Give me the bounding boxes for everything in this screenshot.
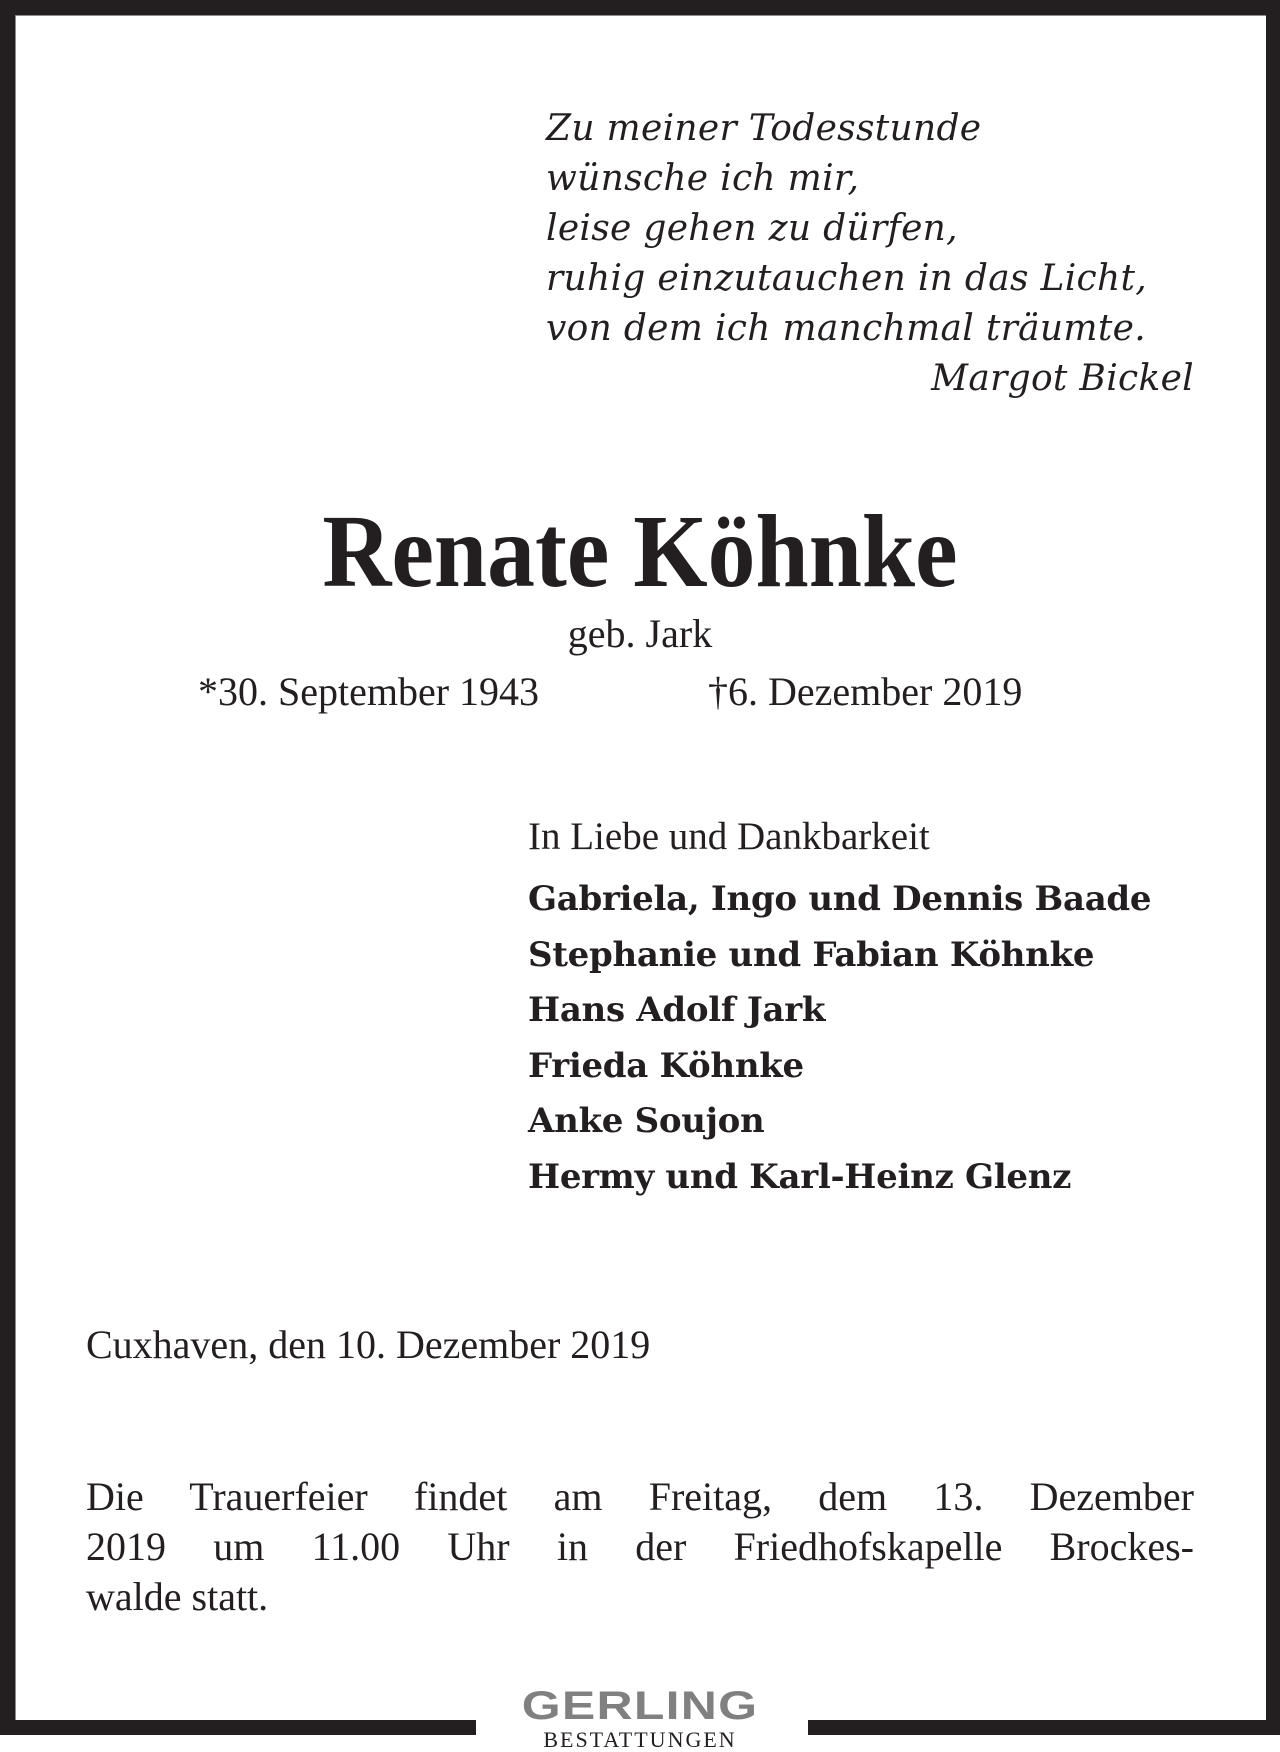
mourner-name: Gabriela, Ingo und Dennis Baade xyxy=(528,879,1152,919)
mourners-intro: In Liebe und Dankbarkeit xyxy=(528,815,930,858)
poem-line: ruhig einzutauchen in das Licht, xyxy=(546,258,1147,299)
mourners-block xyxy=(528,812,1228,1205)
service-line: walde statt. xyxy=(86,1574,269,1619)
logo-wordmark: GERLING xyxy=(521,1684,759,1728)
birth-name: geb. Jark xyxy=(567,611,713,656)
deceased-name: Renate Köhnke xyxy=(322,494,958,609)
frame-border-top xyxy=(0,0,1280,15)
death-date: †6. Dezember 2019 xyxy=(708,669,1023,714)
mourner-name: Frieda Köhnke xyxy=(528,1045,804,1086)
funeral-service-info xyxy=(86,1472,1194,1622)
service-line: Die Trauerfeier findet am Freitag, dem 13. Dezember xyxy=(86,1474,1194,1519)
poem-line: wünsche ich mir, xyxy=(546,158,860,199)
logo-subtitle: BESTATTUNGEN xyxy=(543,1727,737,1752)
frame-border-bottom-left xyxy=(0,1720,476,1735)
memorial-poem xyxy=(546,104,1194,404)
frame-border-right xyxy=(1266,0,1280,1735)
poem-line: Zu meiner Todesstunde xyxy=(546,108,982,149)
frame-border-bottom-right xyxy=(808,1720,1280,1735)
service-line: 2019 um 11.00 Uhr in der Friedhofskapelle Brockes- xyxy=(86,1524,1194,1569)
mourner-name: Hans Adolf Jark xyxy=(528,990,826,1030)
birth-date: *30. September 1943 xyxy=(198,669,540,714)
poem-line: von dem ich manchmal träumte. xyxy=(546,308,1146,349)
frame-border-left xyxy=(0,0,15,1735)
poem-author: Margot Bickel xyxy=(931,358,1194,399)
funeral-home-logo xyxy=(490,1686,790,1752)
mourner-name: Anke Soujon xyxy=(528,1101,765,1141)
place-and-date: Cuxhaven, den 10. Dezember 2019 xyxy=(86,1322,651,1367)
mourner-name: Hermy und Karl-Heinz Glenz xyxy=(528,1156,1072,1197)
mourner-name: Stephanie und Fabian Köhnke xyxy=(528,934,1095,975)
poem-line: leise gehen zu dürfen, xyxy=(546,208,958,249)
